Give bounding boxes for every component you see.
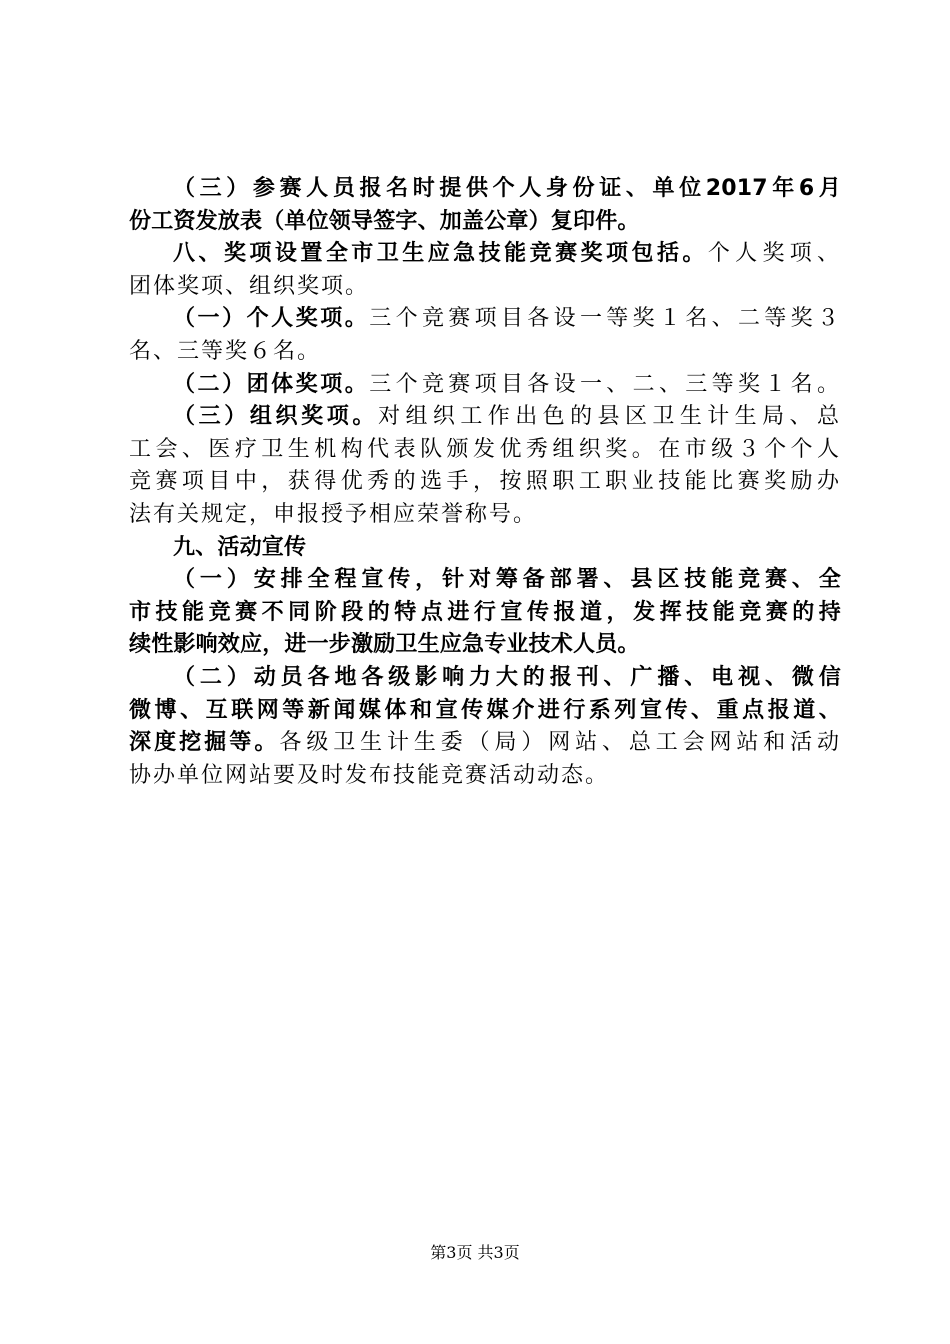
heading-text: （三）组织奖项。	[173, 404, 379, 430]
text-line	[129, 172, 841, 205]
body-text: 个人奖项、	[707, 241, 841, 267]
heading-text: 微博、互联网等新闻媒体和宣传媒介进行系列宣传、重点报道、	[129, 697, 841, 723]
text-line	[129, 759, 841, 792]
body-text: 团体奖项、组织奖项。	[129, 273, 370, 299]
body-text: 对组织工作出色的县区卫生计生局、总	[378, 404, 841, 430]
text-line	[129, 498, 841, 531]
text-line	[129, 694, 841, 727]
text-line	[129, 205, 841, 238]
body-text: 各级卫生计生委（局）网站、总工会网站和活动	[279, 730, 841, 756]
heading-text: 九、活动宣传	[173, 534, 307, 560]
page-footer: 第3页 共3页	[430, 1243, 520, 1262]
body-text: 名、三等奖６名。	[129, 338, 322, 364]
body-text: 工会、医疗卫生机构代表队颁发优秀组织奖。在市级３个个人	[129, 436, 841, 462]
heading-text: （二）团体奖项。	[173, 371, 370, 397]
text-line	[129, 628, 841, 661]
heading-text: 深度挖掘等。	[129, 730, 280, 756]
text-line	[129, 661, 841, 694]
heading-text: 份工资发放表（单位领导签字、加盖公章）复印件。	[129, 208, 640, 234]
body-text: 三个竞赛项目各设一、二、三等奖１名。	[369, 371, 841, 397]
body-text: 竞赛项目中，获得优秀的选手，按照职工职业技能比赛奖励办	[129, 469, 841, 495]
heading-text: 市技能竞赛不同阶段的特点进行宣传报道，发挥技能竞赛的持	[129, 599, 841, 625]
document-body	[129, 172, 841, 791]
text-line	[129, 302, 841, 335]
text-line	[129, 563, 841, 596]
text-line	[129, 368, 841, 401]
text-line	[129, 400, 841, 433]
heading-text: （二）动员各地各级影响力大的报刊、广播、电视、微信	[173, 664, 841, 690]
body-text: 法有关规定，申报授予相应荣誉称号。	[129, 501, 538, 527]
body-text: 三个竞赛项目各设一等奖１名、二等奖３	[369, 306, 841, 332]
text-line	[129, 465, 841, 498]
text-line	[129, 726, 841, 759]
heading-text: （一）安排全程宣传，针对筹备部署、县区技能竞赛、全	[173, 567, 841, 593]
heading-text: （三）参赛人员报名时提供个人身份证、单位2017年6月	[173, 176, 841, 201]
text-line	[129, 270, 841, 303]
text-line	[129, 335, 841, 368]
body-text: 协办单位网站要及时发布技能竞赛活动动态。	[129, 762, 610, 788]
text-line	[129, 433, 841, 466]
heading-text: （一）个人奖项。	[173, 306, 370, 332]
text-line	[129, 237, 841, 270]
text-line	[129, 531, 841, 564]
heading-text: 续性影响效应，进一步激励卫生应急专业技术人员。	[129, 632, 640, 658]
text-line	[129, 596, 841, 629]
heading-text: 八、奖项设置全市卫生应急技能竞赛奖项包括。	[173, 241, 708, 267]
